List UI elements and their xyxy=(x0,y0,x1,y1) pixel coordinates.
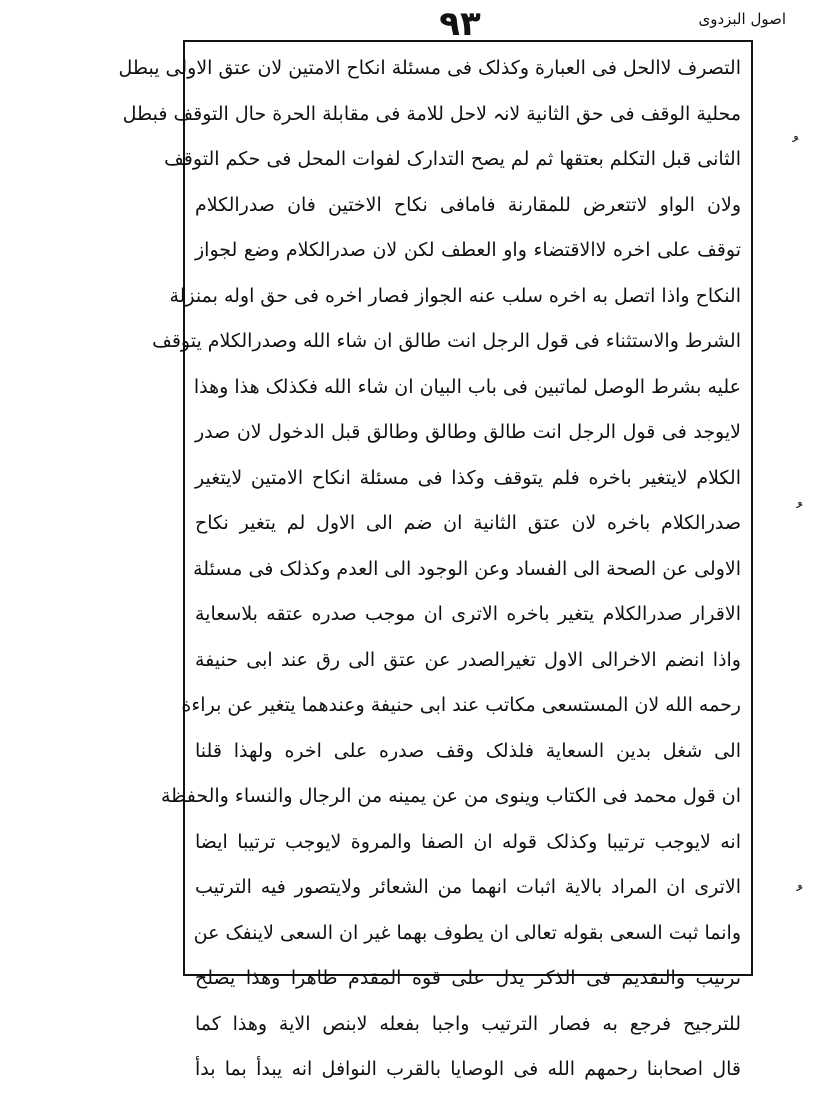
text-line: الشرط والاستثناء فی قول الرجل انت طالق ان شاء الله وصدرالکلام یتوقف xyxy=(152,330,741,352)
margin-mark: ﹸ xyxy=(792,136,799,161)
text-line: الکلام لایتغیر باخره فلم یتوقف وکذا فی مسئلة انکاح الامتین لایتغیر xyxy=(195,466,741,489)
text-line: ولان الواو لاتتعرض للمقارنة فامافی نکاح الاختین فان صدرالکلام xyxy=(195,193,741,216)
running-head: اصول البزدوی xyxy=(698,10,786,28)
text-line: الاتری ان المراد بالایة اثبات انهما من الشعائر ولایتصور فیه الترتیب xyxy=(195,876,741,898)
text-line: وانما ثبت السعی بقوله تعالی ان یطوف بهما غیر ان السعی لاینفک عن xyxy=(193,921,741,944)
text-line: ترتیب والتقدیم فی الذکر یدل علی قوة المقدم ظاهرا وهذا یصلح xyxy=(195,967,741,989)
text-line: انه لایوجب ترتیبا وکذلک قوله ان الصفا والمروة لایوجب ترتیبا ایضا xyxy=(195,830,741,853)
text-line: الاولی عن الصحة الی الفساد وعن الوجود الی العدم وکذلک فی مسئلة xyxy=(193,557,741,580)
text-line: لایوجد فی قول الرجل انت طالق وطالق وطالق قبل الدخول لان صدر xyxy=(195,421,741,443)
text-line: الثانی قبل التکلم بعتقها ثم لم یصح التدارک لفوات المحل فی حکم التوقف xyxy=(164,148,741,170)
text-line: ان قول محمد فی الکتاب وینوی من عن یمینه من الرجال والنساء والحفظة xyxy=(160,785,741,807)
text-line: قال اصحابنا رحمهم الله فی الوصایا بالقرب النوافل انه یبدأ بما بدأ xyxy=(195,1058,741,1080)
text-line: رحمه الله لان المستسعی مکاتب عند ابی حنیفة وعندهما یتغیر عن براءة xyxy=(181,694,741,716)
text-line: توقف علی اخره لاالاقتضاء واو العطف لکن لان صدرالکلام وضع لجواز xyxy=(195,239,741,261)
text-line: محلیة الوقف فی حق الثانیة لانہ لاحل للامة فی مقابلة الحرة حال التوقف فبطل xyxy=(122,102,741,125)
text-frame xyxy=(118,40,753,1080)
text-line: الی شغل بدین السعایة فلذلک وقف صدره علی اخره ولهذا قلنا xyxy=(195,739,741,762)
text-line: واذا انضم الاخرالی الاول تغیرالصدر عن عتق الی رق عند ابی حنیفة xyxy=(195,648,741,671)
text-line: النکاح واذا اتصل به اخره سلب عنه الجواز فصار اخره فی حق اوله بمنزلة xyxy=(169,284,741,307)
text-line: التصرف لاالحل فی العبارة وکذلک فی مسئلة انکاح الامتین لان عتق الاولی یبطل xyxy=(118,57,741,79)
text-line: صدرالکلام باخره لان عتق الثانیة ان ضم الی الاول لم یتغیر نکاح xyxy=(195,512,741,534)
margin-mark: ﹸ xyxy=(796,502,803,527)
margin-mark: ﹸ xyxy=(796,885,803,910)
page-number: ٩٣ xyxy=(439,4,481,44)
text-line: علیه بشرط الوصل لماتبین فی باب البیان ان شاء الله فکذلک هذا وهذا xyxy=(193,375,741,398)
text-line: للترجیح فرجع به فصار الترتیب واجبا بفعله لابنص الایة وهذا کما xyxy=(195,1012,741,1035)
text-line: الاقرار صدرالکلام یتغیر باخره الاتری ان موجب صدره عتقه بلاسعایة xyxy=(195,603,741,625)
